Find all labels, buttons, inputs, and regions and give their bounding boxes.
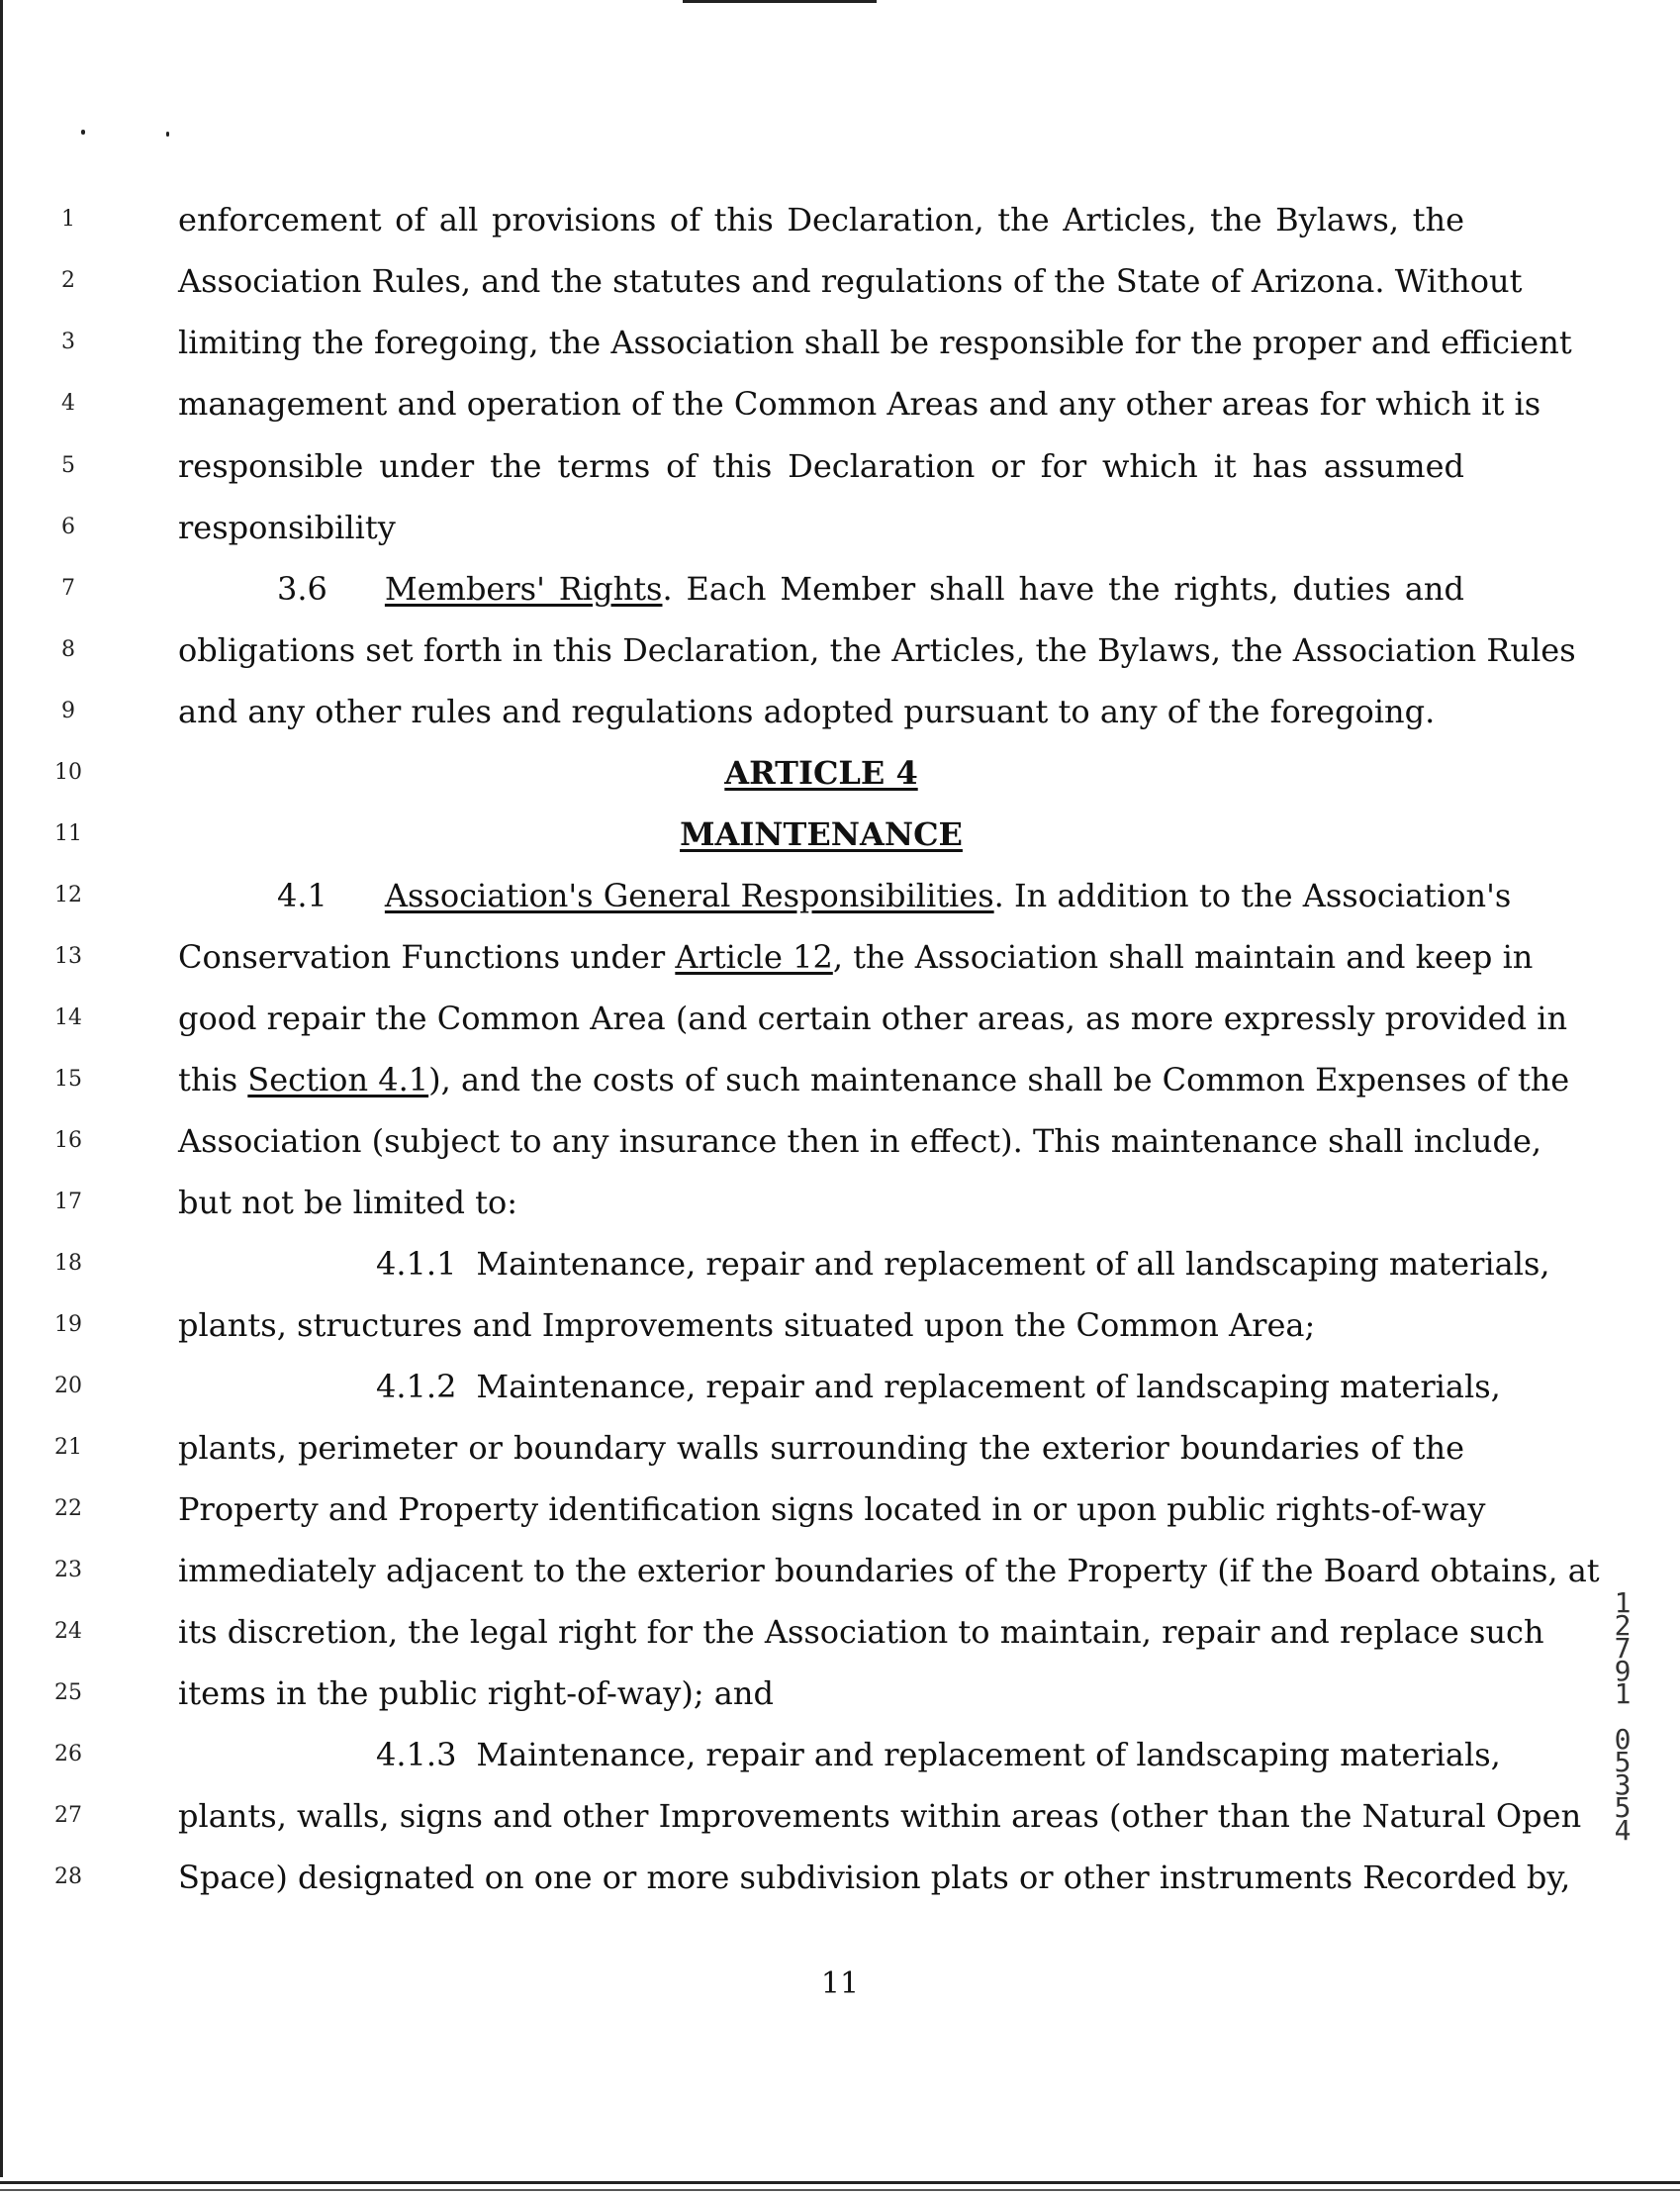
section-heading: Association's General Responsibilities [384, 877, 994, 914]
line-number: 11 [54, 821, 82, 846]
line-number: 19 [54, 1312, 82, 1337]
top-rule [683, 0, 877, 3]
text-line: Association Rules, and the statutes and regulations of the State of Arizona. Without [178, 262, 1523, 300]
line-number: 21 [54, 1435, 82, 1460]
subsection-4-1-3-line [178, 1733, 1501, 1776]
scan-speck [81, 130, 85, 135]
text-line: Property and Property identification signs located in or upon public rights-of-way [178, 1490, 1486, 1528]
line-number: 14 [54, 1005, 82, 1030]
text-line: responsible under the terms of this Declaration or for which it has assumed [178, 447, 1464, 485]
line-number: 1 [61, 207, 75, 232]
text-line: Space) designated on one or more subdivision plats or other instruments Recorded by, [178, 1859, 1571, 1896]
section-number: 3.6 [277, 570, 327, 608]
text-span: , the Association shall maintain and keep in [832, 938, 1534, 976]
article-heading: MAINTENANCE [680, 815, 963, 853]
recording-stamp: 1 2 7 9 1 0 5 3 5 4 [1614, 1586, 1632, 1847]
bottom-rule [0, 2181, 1680, 2184]
line-number: 15 [54, 1067, 82, 1092]
text-span: this [178, 1061, 248, 1098]
section-4-1-line [178, 874, 1512, 917]
subsection-text: Maintenance, repair and replacement of landscaping materials, [476, 1736, 1501, 1773]
text-line: immediately adjacent to the exterior boundaries of the Property (if the Board obtains, at [178, 1552, 1600, 1589]
line-number: 9 [61, 699, 75, 723]
text-line: limiting the foregoing, the Association shall be responsible for the proper and efficient [178, 324, 1572, 361]
line-number: 13 [54, 944, 82, 969]
cross-reference: Article 12 [675, 938, 833, 976]
text-span: Conservation Functions under [178, 938, 676, 976]
section-number: 4.1 [277, 877, 327, 914]
text-line: items in the public right-of-way); and [178, 1674, 774, 1712]
page-number: 11 [820, 1966, 860, 2001]
scan-left-edge [0, 0, 3, 2177]
scan-speck [166, 132, 169, 137]
text-line: its discretion, the legal right for the Association to maintain, repair and replace such [178, 1613, 1544, 1651]
line-number: 28 [54, 1864, 82, 1889]
line-number: 8 [61, 637, 75, 662]
text-line: good repair the Common Area (and certain other areas, as more expressly provided in [178, 1000, 1568, 1037]
line-number: 10 [54, 760, 82, 785]
line-number: 17 [54, 1190, 82, 1214]
text-line: obligations set forth in this Declaration, the Articles, the Bylaws, the Association Rules [178, 631, 1576, 669]
article-number: ARTICLE 4 [724, 754, 918, 792]
article-subtitle [178, 812, 1464, 856]
subsection-4-1-1-line [178, 1242, 1550, 1286]
article-title [178, 751, 1464, 795]
text-line: but not be limited to: [178, 1184, 518, 1221]
subsection-number: 4.1.3 [376, 1736, 457, 1773]
line-number: 23 [54, 1558, 82, 1582]
line-number: 5 [61, 453, 75, 478]
section-text: . Each Member shall have the rights, duties and [662, 570, 1465, 608]
line-number: 4 [61, 391, 75, 416]
subsection-text: Maintenance, repair and replacement of all landscaping materials, [476, 1245, 1550, 1283]
line-number: 16 [54, 1128, 82, 1153]
section-heading: Members' Rights [384, 570, 663, 608]
line-number: 22 [54, 1496, 82, 1521]
line-number: 24 [54, 1619, 82, 1644]
subsection-number: 4.1.1 [376, 1245, 457, 1283]
line-number: 3 [61, 330, 75, 354]
line-number: 7 [61, 576, 75, 601]
line-number: 18 [54, 1251, 82, 1276]
text-line: enforcement of all provisions of this Declaration, the Articles, the Bylaws, the [178, 201, 1464, 239]
text-line [178, 1058, 1570, 1101]
cross-reference: Section 4.1 [247, 1061, 429, 1098]
text-line: responsibility [178, 509, 396, 546]
line-number: 20 [54, 1374, 82, 1398]
section-3-6-line [178, 567, 1464, 611]
text-line: Association (subject to any insurance then in effect). This maintenance shall include, [178, 1122, 1542, 1160]
bottom-rule-secondary [0, 2189, 1680, 2191]
text-line: plants, walls, signs and other Improvements within areas (other than the Natural Open [178, 1797, 1582, 1835]
text-line: plants, perimeter or boundary walls surrounding the exterior boundaries of the [178, 1429, 1464, 1467]
subsection-4-1-2-line [178, 1365, 1501, 1408]
section-text: . In addition to the Association's [993, 877, 1512, 914]
text-line: plants, structures and Improvements situated upon the Common Area; [178, 1306, 1316, 1344]
text-line [178, 935, 1534, 979]
text-line: and any other rules and regulations adopted pursuant to any of the foregoing. [178, 693, 1436, 730]
line-number: 6 [61, 515, 75, 539]
line-number: 26 [54, 1742, 82, 1766]
subsection-text: Maintenance, repair and replacement of landscaping materials, [476, 1368, 1501, 1405]
line-number: 12 [54, 883, 82, 907]
line-number: 25 [54, 1680, 82, 1705]
line-number: 27 [54, 1803, 82, 1828]
line-number: 2 [61, 268, 75, 293]
subsection-number: 4.1.2 [376, 1368, 457, 1405]
text-span: ), and the costs of such maintenance shall be Common Expenses of the [428, 1061, 1570, 1098]
text-line: management and operation of the Common Areas and any other areas for which it is [178, 385, 1541, 423]
